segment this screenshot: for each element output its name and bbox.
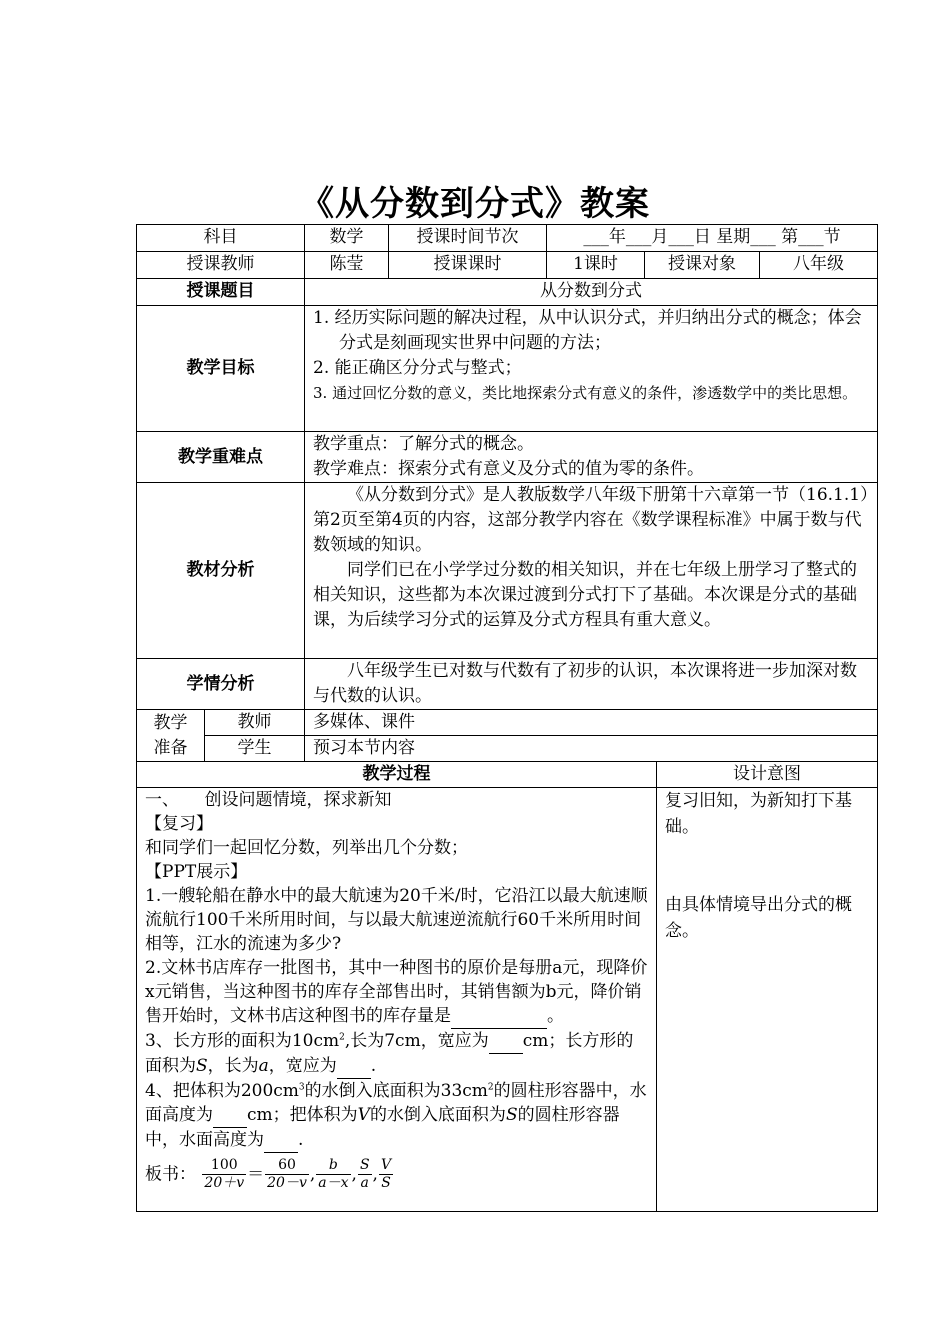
q4-part: 的圆柱形容器中，水面高度为 bbox=[145, 1105, 620, 1150]
question-1: 1.一艘轮船在静水中的最大航速为20千米/时，它沿江以最大航速顺流航行100千米所用时间，与以最大航速逆流航行60千米所用时间相等，江水的流速为多少? bbox=[145, 886, 648, 954]
fraction-denominator: a－x bbox=[318, 1175, 349, 1191]
prep-student-label: 学生 bbox=[205, 736, 305, 762]
material-cell bbox=[305, 483, 878, 659]
fraction-numerator: V bbox=[380, 1157, 392, 1173]
prep-teacher-value: 多媒体、课件 bbox=[305, 710, 878, 736]
q3-part: ，长为 bbox=[207, 1056, 259, 1076]
fraction-60 bbox=[265, 1157, 309, 1192]
q3-part: ，宽应为 bbox=[268, 1056, 337, 1076]
audience-value: 八年级 bbox=[760, 252, 878, 279]
lesson-plan-table bbox=[136, 224, 878, 1212]
comma: , bbox=[372, 1164, 378, 1185]
intent-review: 复习旧知，为新知打下基础。 bbox=[665, 791, 853, 837]
q3-part: 3、长方形的面积为10cm bbox=[145, 1031, 340, 1051]
teacher-label: 授课教师 bbox=[137, 252, 305, 279]
goals-label: 教学目标 bbox=[137, 306, 305, 432]
process-content bbox=[137, 788, 657, 1212]
superscript: 2 bbox=[487, 1082, 494, 1093]
material-label: 教材分析 bbox=[137, 483, 305, 659]
fraction-100 bbox=[202, 1157, 246, 1192]
students-cell bbox=[305, 659, 878, 710]
prep-teacher-label: 教师 bbox=[205, 710, 305, 736]
prep-label-line: 准备 bbox=[153, 737, 188, 758]
time-value: ___年___月___日 星期___ 第___节 bbox=[547, 225, 878, 252]
goal-item: 1. 经历实际问题的解决过程，从中认识分式，并归纳出分式的概念；体会分式是刻画现实世界中问题的方法； bbox=[313, 308, 862, 353]
answer-blank bbox=[337, 1054, 371, 1079]
q3-part: . bbox=[370, 1056, 377, 1076]
q4-var: V bbox=[357, 1105, 370, 1125]
fraction-denominator: 20－v bbox=[267, 1175, 307, 1191]
prep-label-line: 教学 bbox=[153, 712, 188, 733]
board-notes bbox=[145, 1157, 648, 1192]
fraction-denominator: S bbox=[379, 1174, 393, 1192]
superscript: 2 bbox=[339, 1032, 345, 1043]
answer-blank bbox=[264, 1128, 298, 1153]
design-intent bbox=[657, 788, 878, 1212]
fraction-denominator: 20＋v bbox=[204, 1175, 245, 1191]
material-paragraph: 《从分数到分式》是人教版数学八年级下册第十六章第一节（16.1.1）第2页至第4页的内容，这部分教学内容在《数学课程标准》中属于数与代数领域的知识。 bbox=[313, 485, 869, 555]
fraction-numerator: 60 bbox=[278, 1157, 296, 1173]
fraction-numerator: 100 bbox=[210, 1157, 238, 1173]
q4-part: 的圆柱形容器中，水面高度为 bbox=[145, 1081, 647, 1125]
q4-part: cm；把体积为 bbox=[247, 1105, 358, 1125]
question-2 bbox=[145, 956, 648, 1029]
keypoints-label: 教学重难点 bbox=[137, 432, 305, 483]
goal-item: 3. 通过回忆分数的意义，类比地探索分式有意义的条件，渗透数学中的类比思想。 bbox=[313, 384, 858, 402]
question-2-text: 2.文林书店库存一批图书，其中一种图书的原价是每册a元，现降价x元销售，当这种图书的库存全部售出时，其销售额为b元，降价销售开始时，文林书店这种图书的库存量是 bbox=[145, 958, 648, 1026]
answer-blank bbox=[489, 1029, 523, 1054]
intent-concept: 由具体情境导出分式的概念。 bbox=[665, 895, 853, 941]
key-point: 教学重点：了解分式的概念。 bbox=[313, 434, 534, 454]
students-label: 学情分析 bbox=[137, 659, 305, 710]
fraction-b bbox=[316, 1157, 350, 1192]
keypoints-cell bbox=[305, 432, 878, 483]
audience-label: 授课对象 bbox=[645, 252, 760, 279]
fraction-v-s bbox=[379, 1157, 393, 1192]
topic-label: 授课题目 bbox=[137, 279, 305, 306]
process-header: 教学过程 bbox=[137, 762, 657, 788]
ppt-tag: 【PPT展示】 bbox=[145, 862, 248, 882]
material-paragraph: 同学们已在小学学过分数的相关知识，并在七年级上册学习了整式的相关知识，这些都为本次课过渡到分式打下了基础。本次课是分式的基础课，为后续学习分式的运算及分式方程具有重大意义。 bbox=[313, 560, 857, 630]
subject-value: 数学 bbox=[305, 225, 389, 252]
q3-part: ,长为7cm，宽应为 bbox=[344, 1031, 489, 1051]
answer-blank bbox=[213, 1103, 247, 1128]
comma: , bbox=[351, 1164, 357, 1185]
fraction-denominator: a bbox=[358, 1174, 372, 1192]
question-3 bbox=[145, 1029, 648, 1079]
question-4 bbox=[145, 1079, 648, 1153]
q3-part: cm；长方形的面积为 bbox=[145, 1031, 634, 1076]
q4-var: S bbox=[505, 1105, 518, 1125]
students-text: 八年级学生已对数与代数有了初步的认识，本次课将进一步加深对数与代数的认识。 bbox=[313, 661, 857, 706]
superscript: 3 bbox=[298, 1082, 305, 1093]
question-2-end: 。 bbox=[547, 1006, 564, 1026]
difficult-point: 教学难点：探索分式有意义及分式的值为零的条件。 bbox=[313, 459, 704, 479]
fraction-s-a bbox=[358, 1157, 372, 1192]
q3-var: a bbox=[258, 1056, 269, 1076]
q4-part: 的水倒入底面积为33cm bbox=[304, 1081, 488, 1101]
q4-part: 的水倒入底面积为 bbox=[369, 1105, 506, 1125]
prep-student-value: 预习本节内容 bbox=[305, 736, 878, 762]
hours-value: 1课时 bbox=[547, 252, 645, 279]
comma: , bbox=[309, 1164, 316, 1185]
teacher-value: 陈莹 bbox=[305, 252, 389, 279]
hours-label: 授课课时 bbox=[389, 252, 547, 279]
subject-label: 科目 bbox=[137, 225, 305, 252]
prep-label bbox=[137, 710, 205, 762]
q3-var: S bbox=[196, 1056, 208, 1076]
goal-item: 2. 能正确区分分式与整式； bbox=[313, 358, 522, 378]
page-title: 《从分数到分式》教案 bbox=[300, 184, 650, 224]
topic-value: 从分数到分式 bbox=[305, 279, 878, 306]
time-label: 授课时间节次 bbox=[389, 225, 547, 252]
answer-blank bbox=[451, 1004, 547, 1029]
fraction-numerator: S bbox=[359, 1157, 370, 1173]
board-label: 板书： bbox=[145, 1164, 196, 1185]
goals-cell bbox=[305, 306, 878, 432]
fraction-numerator: b bbox=[328, 1157, 338, 1173]
design-header: 设计意图 bbox=[657, 762, 878, 788]
q4-part: 4、把体积为200cm bbox=[145, 1081, 299, 1101]
equals-sign: ＝ bbox=[247, 1164, 265, 1185]
review-text: 和同学们一起回忆分数，列举出几个分数； bbox=[145, 838, 468, 858]
q4-part: . bbox=[298, 1130, 304, 1150]
review-tag: 【复习】 bbox=[145, 814, 213, 834]
section-heading: 一、 创设问题情境，探求新知 bbox=[145, 790, 392, 810]
